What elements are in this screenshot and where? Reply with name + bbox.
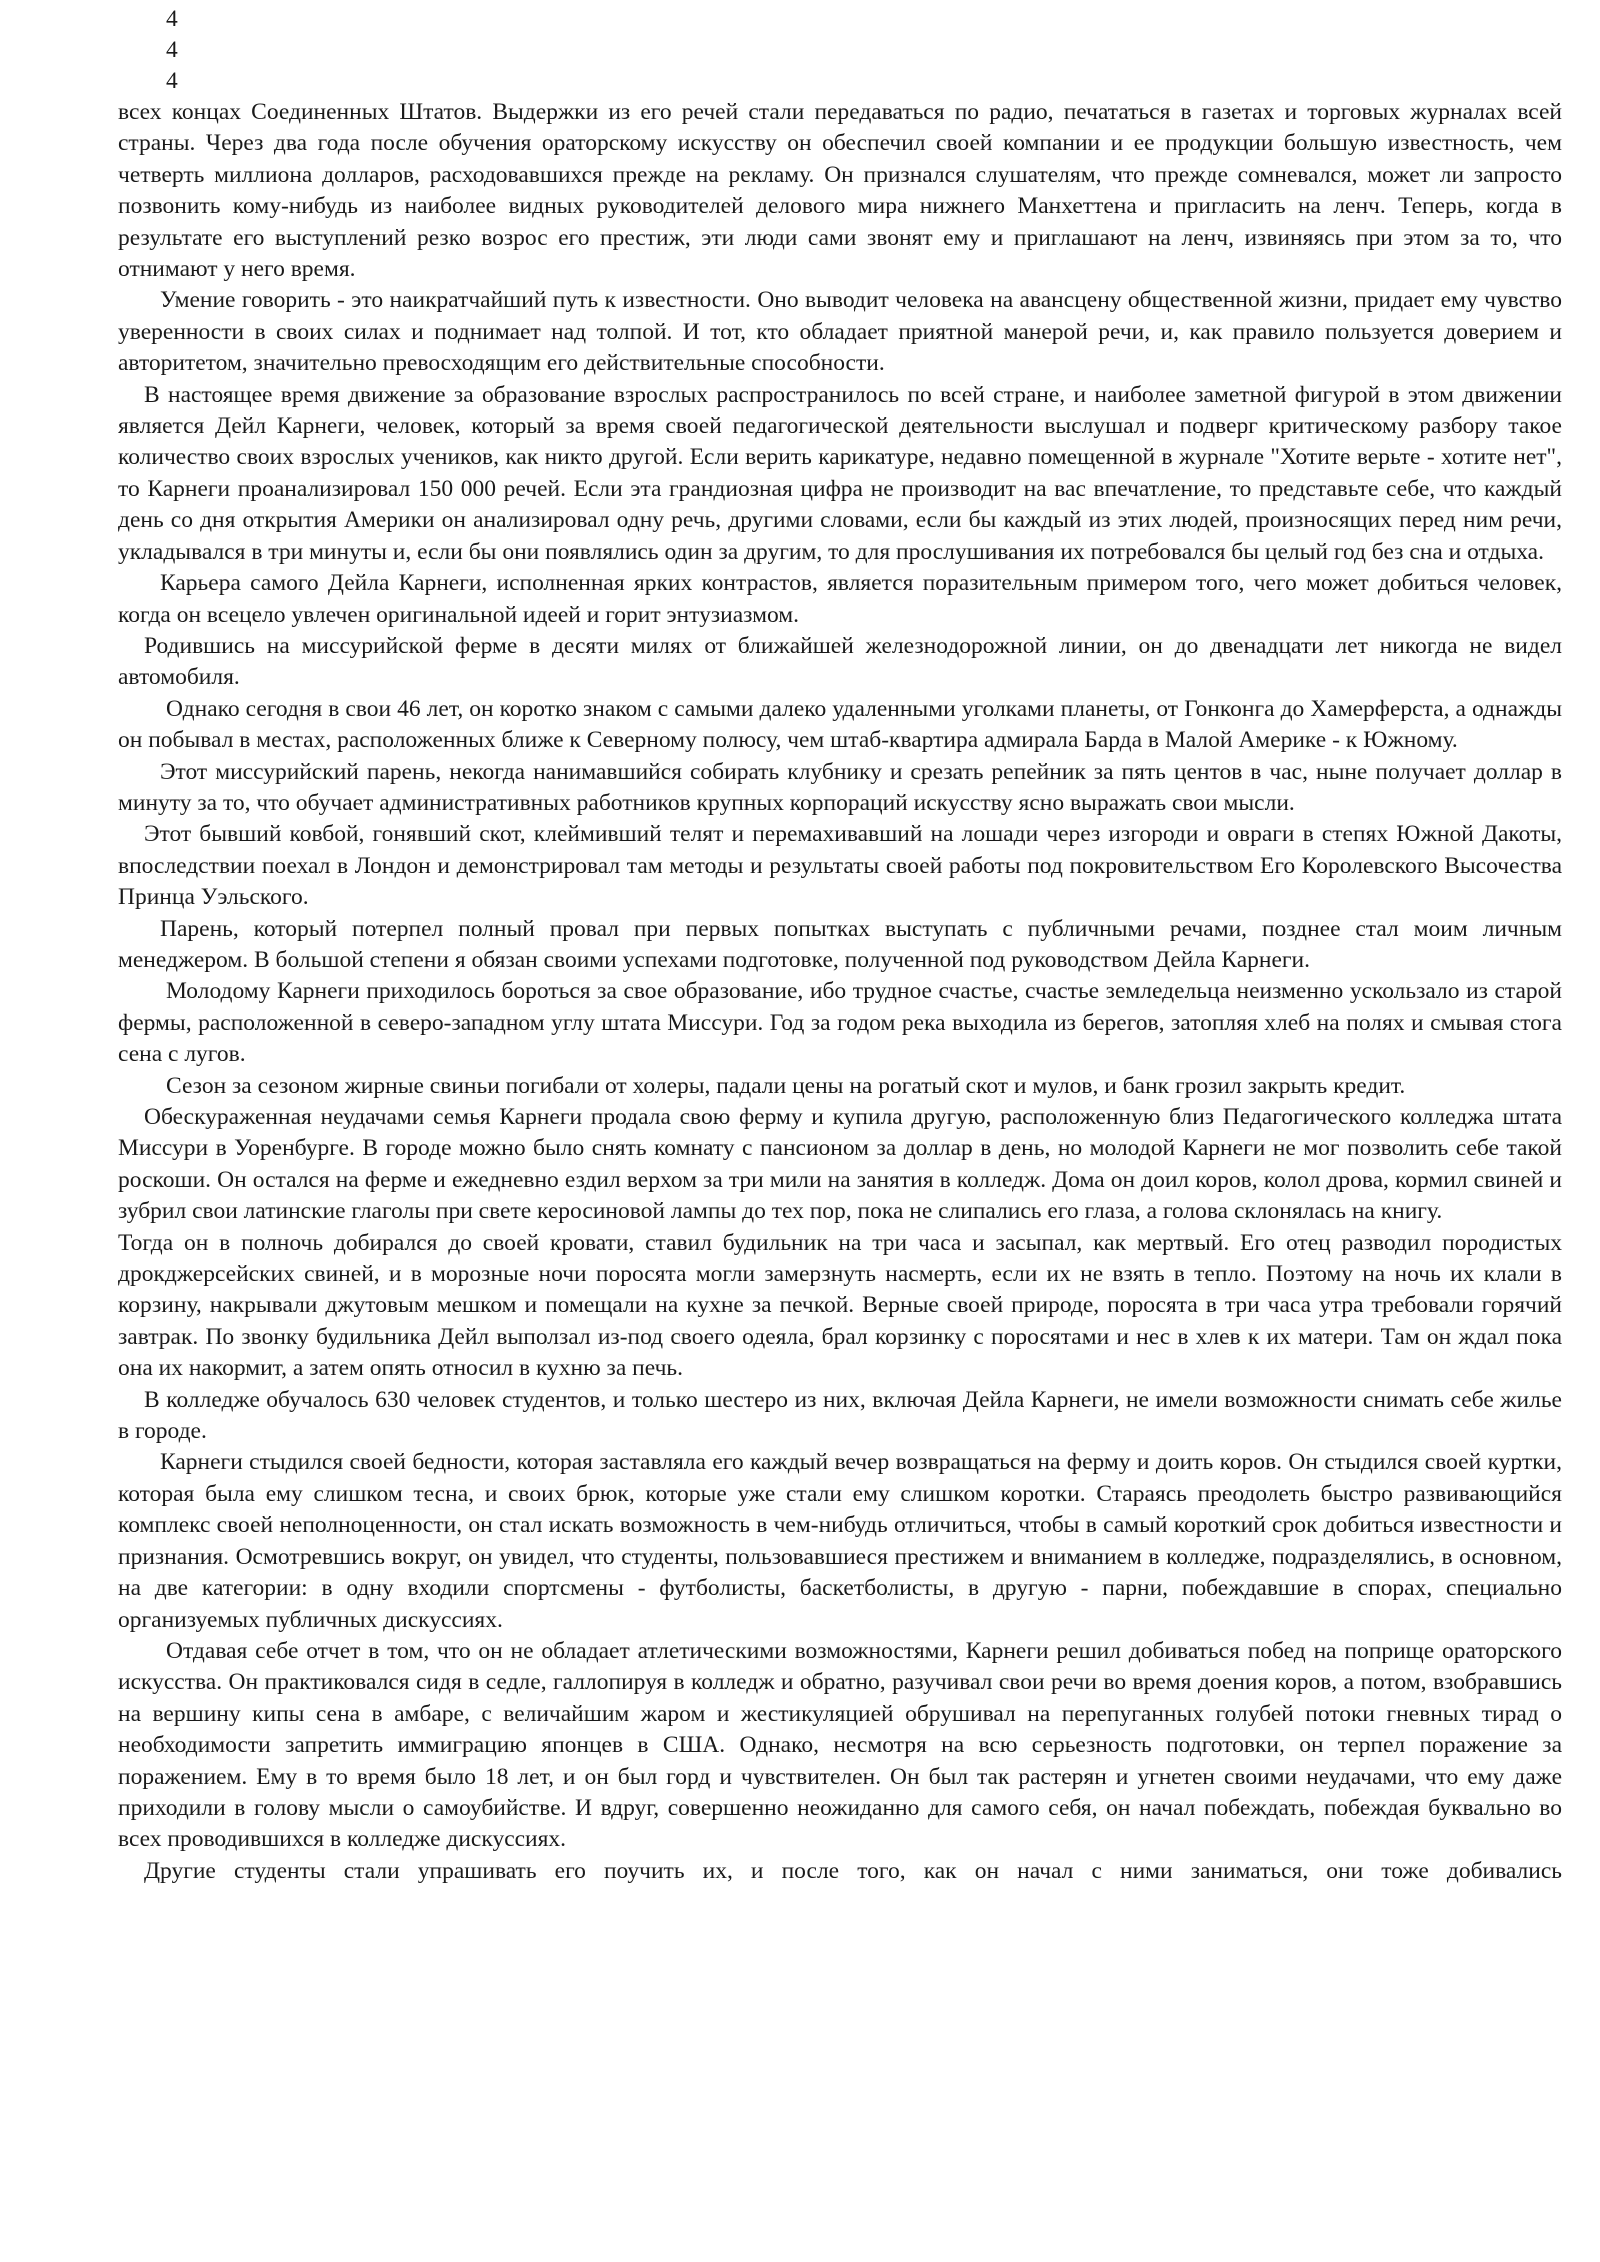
paragraph: Этот миссурийский парень, некогда нанимавшийся собирать клубнику и срезать репейник за пять центов в час, ныне получает доллар в минуту за то, что обучает административных работников крупных корпораций искусству ясно выражать свои мысли.: [118, 758, 1562, 816]
page-number-block: [118, 0, 1562, 97]
paragraph: Умение говорить - это наикратчайший путь к известности. Оно выводит человека на авансцену общественной жизни, придает ему чувство уверенности в своих силах и поднимает над толпой. И тот, кто обладает приятной манерой речи, и, как правило пользуется доверием и авторитетом, значительно превосходящим его действительные способности.: [118, 287, 1562, 377]
paragraph: Этот бывший ковбой, гонявший скот, клеймивший телят и перемахивавший на лошади через изгороди и овраги в степях Южной Дакоты, впоследствии поехал в Лондон и демонстрировал там методы и результаты своей работы под покровительством Его Королевского Высочества Принца Уэльского.: [118, 821, 1562, 911]
document-page: [118, 0, 1562, 1887]
paragraph: Тогда он в полночь добирался до своей кровати, ставил будильник на три часа и засыпал, как мертвый. Его отец разводил породистых дрокджерсейских свиней, и в морозные ночи поросята могли замерзнуть насмерть, если их не взять в тепло. Поэтому на ночь их клали в корзину, накрывали джутовым мешком и помещали на кухне за печкой. Верные своей природе, поросята в три часа утра требовали горячий завтрак. По звонку будильника Дейл выползал из-под своего одеяла, брал корзинку с поросятами и нес в хлев к их матери. Там он ждал пока она их накормит, а затем опять относил в кухню за печь.: [118, 1229, 1562, 1382]
paragraph: Другие студенты стали упрашивать его поучить их, и после того, как он начал с ними заниматься, они тоже добивались: [144, 1857, 1562, 1884]
paragraph: В настоящее время движение за образование взрослых распространилось по всей стране, и наиболее заметной фигурой в этом движении является Дейл Карнеги, человек, который за время своей педагогической деятельности выслушал и подверг критическому разбору такое количество своих взрослых учеников, как никто другой. Если верить карикатуре, недавно помещенной в журнале "Хотите верьте - хотите нет", то Карнеги проанализировал 150 000 речей. Если эта грандиозная цифра не производит на вас впечатление, то представьте себе, что каждый день со дня открытия Америки он анализировал одну речь, другими словами, если бы каждый из этих людей, произносящих перед ним речи, укладывался в три минуты и, если бы они появлялись один за другим, то для прослушивания их потребовался бы целый год без сна и отдыха.: [118, 381, 1562, 565]
paragraph: Однако сегодня в свои 46 лет, он коротко знаком с самыми далеко удаленными уголками планеты, от Гонконга до Хамерферста, а однажды он побывал в местах, расположенных ближе к Северному полюсу, чем штаб-квартира адмирала Барда в Малой Америке - к Южному.: [118, 695, 1562, 754]
paragraph: Молодому Карнеги приходилось бороться за свое образование, ибо трудное счастье, счастье земледельца неизменно ускользало из старой фермы, расположенной в северо-западном углу штата Миссури. Год за годом река выходила из берегов, затопляя хлеб на полях и смывая стога сена с лугов.: [118, 978, 1562, 1068]
paragraph: Обескураженная неудачами семья Карнеги продала свою ферму и купила другую, расположенную близ Педагогического колледжа штата Миссури в Уоренбурге. В городе можно было снять комнату с пансионом за доллар в день, но молодой Карнеги не мог позволить себе такой роскоши. Он остался на ферме и ежедневно ездил верхом за три мили на занятия в колледж. Дома он доил коров, колол дрова, кормил свиней и зубрил свои латинские глаголы при свете керосиновой лампы до тех пор, пока не слипались его глаза, а голова склонялась на книгу.: [118, 1104, 1562, 1225]
page-number: 4: [166, 37, 178, 63]
paragraph: Карьера самого Дейла Карнеги, исполненная ярких контрастов, является поразительным примером того, чего может добиться человек, когда он всецело увлечен оригинальной идеей и горит энтузиазмом.: [118, 570, 1562, 628]
paragraph: всех концах Соединенных Штатов. Выдержки из его речей стали передаваться по радио, печататься в газетах и торговых журналах всей страны. Через два года после обучения ораторскому искусству он обеспечил своей компании и ее продукции большую известность, чем четверть миллиона долларов, расходовавшихся прежде на рекламу. Он признался слушателям, что прежде сомневался, может ли запросто позвонить кому-нибудь из наиболее видных руководителей делового мира нижнего Манхеттена и пригласить на ленч. Теперь, когда в результате его выступлений резко возрос его престиж, эти люди сами звонят ему и приглашают на ленч, извиняясь при этом за то, что отнимают у него время.: [118, 99, 1562, 283]
paragraph: В колледже обучалось 630 человек студентов, и только шестеро из них, включая Дейла Карнеги, не имели возможности снимать себе жилье в городе.: [118, 1386, 1562, 1445]
paragraph: Парень, который потерпел полный провал при первых попытках выступать с публичными речами, позднее стал моим личным менеджером. В большой степени я обязан своими успехами подготовке, полученной под руководством Дейла Карнеги.: [118, 915, 1562, 973]
paragraph: Отдавая себе отчет в том, что он не обладает атлетическими возможностями, Карнеги решил добиваться побед на поприще ораторского искусства. Он практиковался сидя в седле, галлопируя в колледж и обратно, разучивал свои речи во время доения коров, а потом, взобравшись на вершину кипы сена в амбаре, с величайшим жаром и жестикуляцией обрушивал на перепуганных голубей потоки гневных тирад о необходимости запретить иммиграцию японцев в США. Однако, несмотря на всю серьезность подготовки, он терпел поражение за поражением. Ему в то время было 18 лет, и он был горд и чувствителен. Он был так растерян и угнетен своими неудачами, что ему даже приходили в голову мысли о самоубийстве. И вдруг, совершенно неожиданно для самого себя, он начал побеждать, побеждая буквально во всех проводившихся в колледже дискуссиях.: [118, 1637, 1562, 1853]
page-number: 4: [166, 6, 178, 32]
paragraph: Карнеги стыдился своей бедности, которая заставляла его каждый вечер возвращаться на ферму и доить коров. Он стыдился своей куртки, которая была ему слишком тесна, и своих брюк, которые уже стали ему слишком коротки. Стараясь преодолеть быстро развивающийся комплекс своей неполноценности, он стал искать возможность в чем-нибудь отличиться, чтобы в самый короткий срок добиться известности и признания. Осмотревшись вокруг, он увидел, что студенты, пользовавшиеся престижем и вниманием в колледже, подразделялись, в основном, на две категории: в одну входили спортсмены - футболисты, баскетболисты, в другую - парни, побеждавшие в спорах, специально организуемых публичных дискуссиях.: [118, 1449, 1562, 1633]
paragraph: Сезон за сезоном жирные свиньи погибали от холеры, падали цены на рогатый скот и мулов, и банк грозил закрыть кредит.: [166, 1072, 1406, 1099]
page-number: 4: [166, 68, 178, 94]
paragraph: Родившись на миссурийской ферме в десяти милях от ближайшей железнодорожной линии, он до двенадцати лет никогда не видел автомобиля.: [118, 632, 1562, 691]
